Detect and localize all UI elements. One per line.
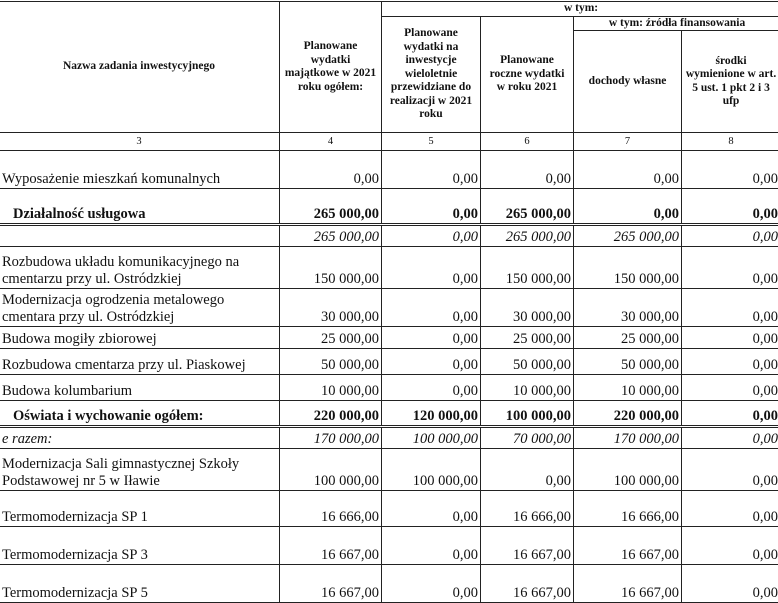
column-index: 4 [280,133,382,151]
own-income-cell: 16 666,00 [574,491,682,527]
table-row [0,327,778,349]
task-name-cell: Modernizacja Sali gimnastycznej Szkoły Podstawowej nr 5 w Iławie [0,449,280,491]
art5-funds-cell: 0,00 [682,427,778,449]
investment-table [0,1,778,603]
table-row [0,189,778,225]
own-income-cell: 50 000,00 [574,349,682,375]
column-index: 8 [682,133,778,151]
task-name-cell: Działalność usługowa [0,189,280,225]
column-index: 6 [481,133,574,151]
own-income-cell: 0,00 [574,189,682,225]
total-expenses-cell: 16 667,00 [280,527,382,565]
total-expenses-cell: 0,00 [280,151,382,189]
total-expenses-cell: 10 000,00 [280,375,382,401]
task-name-cell: Oświata i wychowanie ogółem: [0,401,280,427]
art5-funds-cell: 0,00 [682,565,778,603]
annual-cell: 10 000,00 [481,375,574,401]
task-name-cell: Termomodernizacja SP 3 [0,527,280,565]
total-expenses-cell: 30 000,00 [280,289,382,327]
total-expenses-cell: 100 000,00 [280,449,382,491]
column-index-row [0,133,778,151]
own-income-cell: 30 000,00 [574,289,682,327]
table-row [0,401,778,427]
own-income-cell: 150 000,00 [574,247,682,289]
task-name-cell: Rozbudowa cmentarza przy ul. Piaskowej [0,349,280,375]
own-income-cell: 100 000,00 [574,449,682,491]
column-index: 5 [382,133,481,151]
task-name-cell: Termomodernizacja SP 1 [0,491,280,527]
total-expenses-cell: 50 000,00 [280,349,382,375]
annual-cell: 0,00 [481,449,574,491]
own-income-cell: 265 000,00 [574,225,682,247]
multiyear-cell: 0,00 [382,565,481,603]
task-name-cell: Modernizacja ogrodzenia metalowego cmentara przy ul. Ostródzkiej [0,289,280,327]
own-income-cell: 170 000,00 [574,427,682,449]
table-row [0,565,778,603]
total-expenses-cell: 265 000,00 [280,225,382,247]
multiyear-cell: 0,00 [382,247,481,289]
annual-cell: 70 000,00 [481,427,574,449]
task-name-cell: e razem: [0,427,280,449]
multiyear-cell: 100 000,00 [382,427,481,449]
multiyear-cell: 0,00 [382,189,481,225]
table-row [0,225,778,247]
total-expenses-cell: 220 000,00 [280,401,382,427]
multiyear-cell: 0,00 [382,289,481,327]
table-row [0,491,778,527]
art5-funds-cell: 0,00 [682,449,778,491]
table-row [0,349,778,375]
task-name-cell: Budowa mogiły zbiorowej [0,327,280,349]
task-name-cell [0,225,280,247]
header-own-income: dochody własne [574,31,682,133]
multiyear-cell: 0,00 [382,375,481,401]
multiyear-cell: 0,00 [382,151,481,189]
multiyear-cell: 100 000,00 [382,449,481,491]
task-name-cell: Budowa kolumbarium [0,375,280,401]
column-index: 7 [574,133,682,151]
art5-funds-cell: 0,00 [682,527,778,565]
art5-funds-cell: 0,00 [682,189,778,225]
art5-funds-cell: 0,00 [682,151,778,189]
annual-cell: 265 000,00 [481,225,574,247]
table-row [0,289,778,327]
task-name-cell: Wyposażenie mieszkań komunalnych [0,151,280,189]
annual-cell: 50 000,00 [481,349,574,375]
annual-cell: 25 000,00 [481,327,574,349]
multiyear-cell: 0,00 [382,349,481,375]
annual-cell: 16 667,00 [481,565,574,603]
own-income-cell: 10 000,00 [574,375,682,401]
total-expenses-cell: 265 000,00 [280,189,382,225]
art5-funds-cell: 0,00 [682,375,778,401]
task-name-cell: Termomodernizacja SP 5 [0,565,280,603]
art5-funds-cell: 0,00 [682,289,778,327]
table-row [0,527,778,565]
header-w-tym: w tym: [382,2,778,17]
own-income-cell: 220 000,00 [574,401,682,427]
column-index: 3 [0,133,280,151]
own-income-cell: 25 000,00 [574,327,682,349]
multiyear-cell: 0,00 [382,327,481,349]
art5-funds-cell: 0,00 [682,349,778,375]
art5-funds-cell: 0,00 [682,491,778,527]
own-income-cell: 16 667,00 [574,565,682,603]
art5-funds-cell: 0,00 [682,327,778,349]
total-expenses-cell: 16 667,00 [280,565,382,603]
annual-cell: 30 000,00 [481,289,574,327]
table-row [0,247,778,289]
header-art5-funds: środki wymienione w art. 5 ust. 1 pkt 2 i 3 ufp [682,31,778,133]
table-row [0,151,778,189]
multiyear-cell: 0,00 [382,491,481,527]
header-annual: Planowane roczne wydatki w roku 2021 [481,16,574,133]
total-expenses-cell: 150 000,00 [280,247,382,289]
annual-cell: 265 000,00 [481,189,574,225]
table-row [0,375,778,401]
multiyear-cell: 120 000,00 [382,401,481,427]
total-expenses-cell: 170 000,00 [280,427,382,449]
art5-funds-cell: 0,00 [682,247,778,289]
table-row [0,449,778,491]
header-multiyear: Planowane wydatki na inwestycje wieloletnie przewidziane do realizacji w 2021 roku [382,16,481,133]
total-expenses-cell: 25 000,00 [280,327,382,349]
task-name-cell: Rozbudowa układu komunikacyjnego na cmentarzu przy ul. Ostródzkiej [0,247,280,289]
header-task-name: Nazwa zadania inwestycyjnego [0,2,280,133]
art5-funds-cell: 0,00 [682,225,778,247]
annual-cell: 0,00 [481,151,574,189]
table-row [0,427,778,449]
header-total-expenses: Planowane wydatki majątkowe w 2021 roku ogółem: [280,2,382,133]
multiyear-cell: 0,00 [382,225,481,247]
annual-cell: 16 667,00 [481,527,574,565]
annual-cell: 150 000,00 [481,247,574,289]
annual-cell: 16 666,00 [481,491,574,527]
own-income-cell: 0,00 [574,151,682,189]
own-income-cell: 16 667,00 [574,527,682,565]
multiyear-cell: 0,00 [382,527,481,565]
annual-cell: 100 000,00 [481,401,574,427]
art5-funds-cell: 0,00 [682,401,778,427]
header-funding-sources: w tym: źródła finansowania [574,16,778,31]
total-expenses-cell: 16 666,00 [280,491,382,527]
